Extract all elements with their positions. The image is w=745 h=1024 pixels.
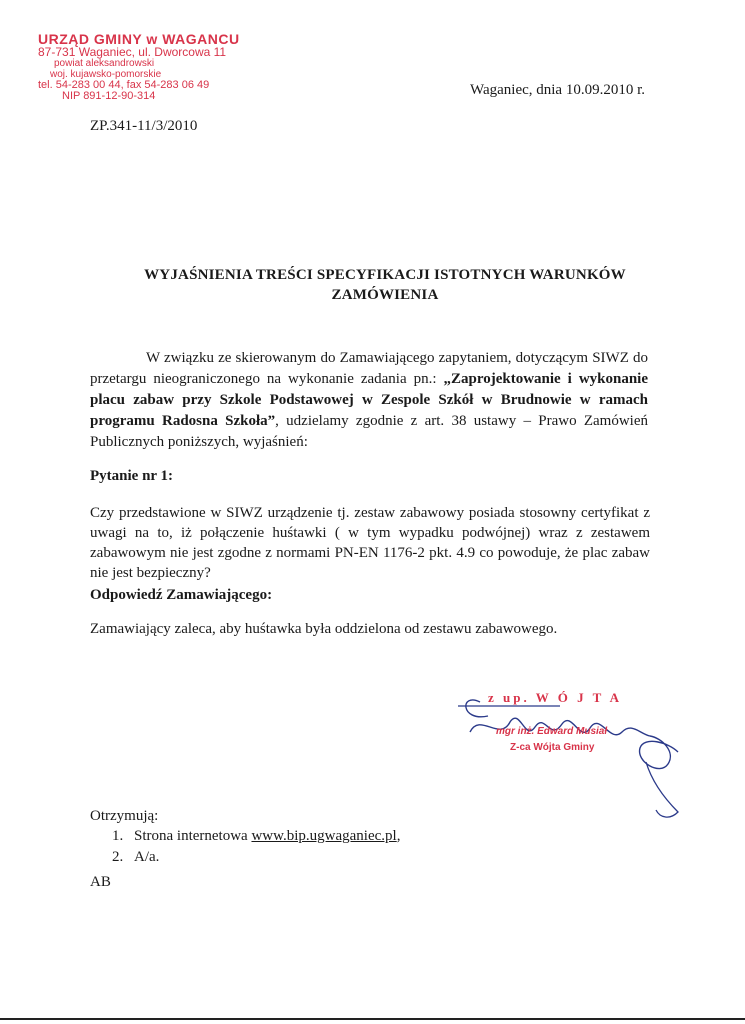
answer-heading: Odpowiedź Zamawiającego: <box>90 587 273 603</box>
recipient-item <box>112 826 400 847</box>
signature-role: Z-ca Wójta Gminy <box>510 742 595 753</box>
recipient-text: Strona internetowa <box>134 828 252 844</box>
signature-block <box>440 672 690 832</box>
question-text: Czy przedstawione w SIWZ urządzenie tj. zestaw zabawowy posiada stosowny certyfikat z uwagi na to, iż połączenie huśtawki ( w tym wypadku podwójnej) wraz z zestawem zabawowym nie jest zgodne z normami PN-EN 1176-2 pkt. 4.9 co powoduje, że plac zabaw nie jest bezpieczny? <box>90 505 650 581</box>
stamp-line-nip: NIP 891-12-90-314 <box>62 90 156 102</box>
intro-paragraph <box>90 348 648 453</box>
title-line-1: WYJAŚNIENIA TREŚCI SPECYFIKACJI ISTOTNYCH WARUNKÓW <box>144 267 626 283</box>
recipients-label: Otrzymują: <box>90 808 159 824</box>
bip-link[interactable]: www.bip.ugwaganiec.pl <box>251 828 397 844</box>
question-heading: Pytanie nr 1: <box>90 468 174 484</box>
recipient-number: 1. <box>112 828 124 844</box>
page-bottom-edge <box>0 1018 745 1020</box>
stamp-line-phone: tel. 54-283 00 44, fax 54-283 06 49 <box>38 79 210 91</box>
document-title <box>90 265 680 305</box>
title-line-2: ZAMÓWIENIA <box>331 287 439 303</box>
recipient-suffix: , <box>396 828 401 844</box>
signature-name: mgr inż. Edward Musiał <box>496 726 608 737</box>
reference-number: ZP.341-11/3/2010 <box>90 118 198 134</box>
stamp-line-county: powiat aleksandrowski <box>54 58 155 69</box>
stamp-line-address: 87-731 Waganiec, ul. Dworcowa 11 <box>38 45 227 59</box>
author-initials: AB <box>90 874 111 890</box>
intro-text-before: W związku ze skierowanym do Zamawiającego zapytaniem, dotyczącym SIWZ do przetargu nieograniczonego na wykonanie zadania pn.: <box>90 350 648 387</box>
place-date: Waganiec, dnia 10.09.2010 r. <box>470 82 645 98</box>
recipient-text: A/a. <box>134 849 160 865</box>
recipient-number: 2. <box>112 849 124 865</box>
intro-text-after: , udzielamy zgodnie z art. 38 ustawy – Prawo Zamówień Publicznych poniższych, wyjaśnień: <box>90 413 648 450</box>
recipients-list <box>112 826 400 868</box>
signature-title: z up. W Ó J T A <box>488 690 622 705</box>
stamp-line-office: URZĄD GMINY w WAGANCU <box>38 31 240 47</box>
recipient-item <box>112 847 400 868</box>
office-stamp <box>38 31 240 102</box>
intro-project-name: „Zaprojektowanie i wykonanie placu zabaw przy Szkole Podstawowej w Zespole Szkół w Brudnowie w ramach programu Radosna Szkoła” <box>90 371 648 429</box>
answer-text: Zamawiający zaleca, aby huśtawka była oddzielona od zestawu zabawowego. <box>90 621 558 637</box>
stamp-line-voivodeship: woj. kujawsko-pomorskie <box>50 69 162 80</box>
